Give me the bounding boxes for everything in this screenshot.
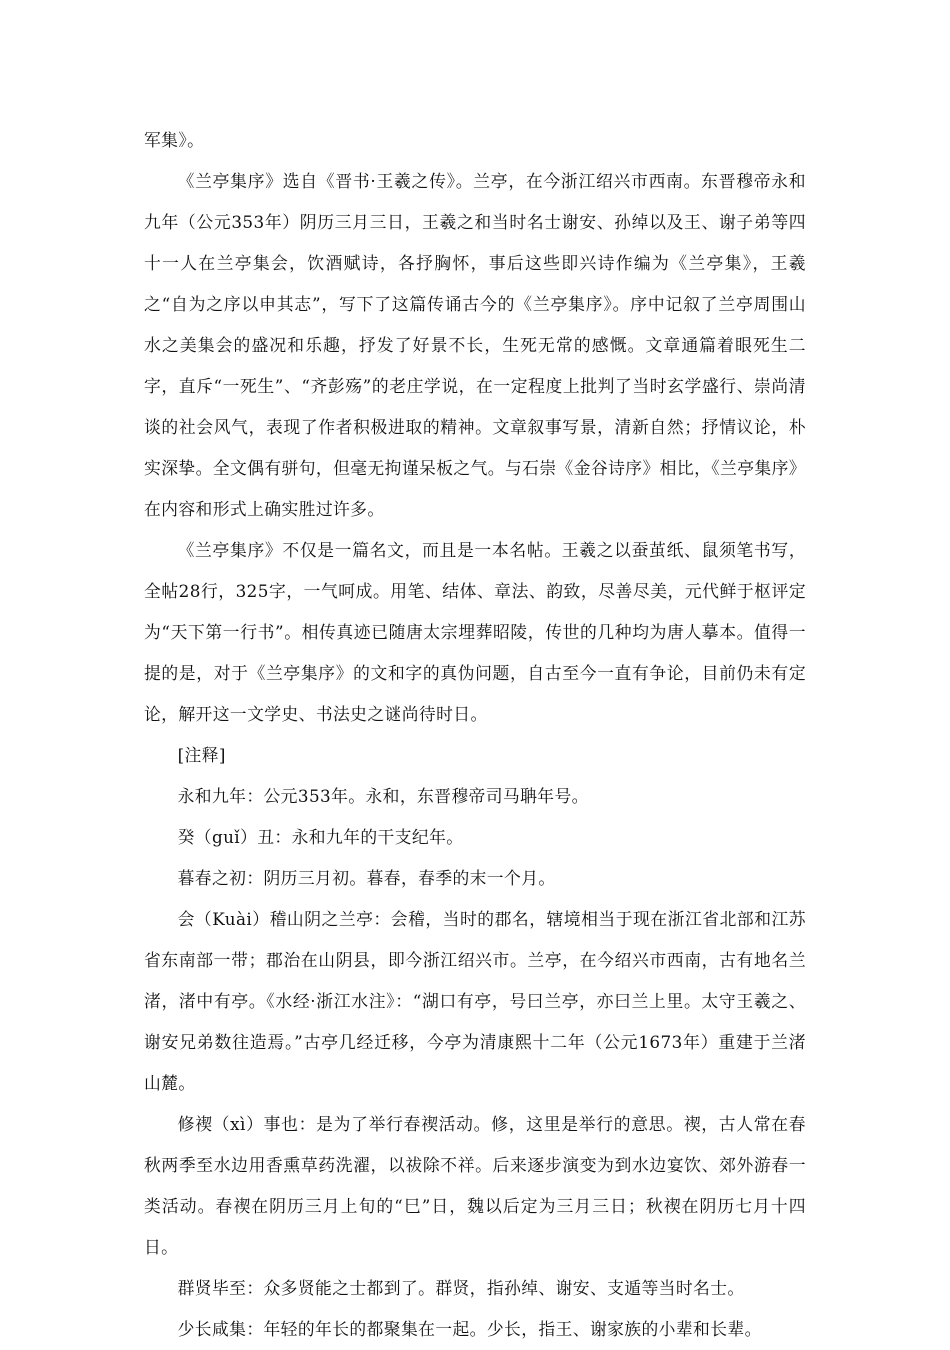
note-item: 少长咸集：年轻的年长的都聚集在一起。少长，指王、谢家族的小辈和长辈。 [177, 1319, 762, 1339]
note-item: 癸（guǐ）丑：永和九年的干支纪年。 [177, 827, 464, 847]
notes-heading: [注释] [177, 745, 226, 765]
paragraph-calligraphy: 《兰亭集序》不仅是一篇名文，而且是一本名帖。王羲之以蚕茧纸、鼠须笔书写，全帖28行，325字，一气呵成。用笔、结体、章法、韵致，尽善尽美，元代鲜于枢评定为“天下第一行书”。相传真迹已随唐太宗埋葬昭陵，传世的几种均为唐人摹本。值得一提的是，对于《兰亭集序》的文和字的真伪问题，自古至今一直有争论，目前仍未有定论，解开这一文学史、书法史之谜尚待时日。 [144, 540, 806, 724]
document-body [144, 120, 806, 1350]
note-item: 群贤毕至：众多贤能之士都到了。群贤，指孙绰、谢安、支遁等当时名士。 [177, 1278, 745, 1298]
note-item: 修禊（xì）事也：是为了举行春禊活动。修，这里是举行的意思。禊，古人常在春秋两季至水边用香熏草药洗濯，以祓除不祥。后来逐步演变为到水边宴饮、郊外游春一类活动。春禊在阴历三月上旬的“巳”日，魏以后定为三月三日；秋禊在阴历七月十四日。 [144, 1114, 806, 1257]
note-item: 暮春之初：阴历三月初。暮春，春季的末一个月。 [177, 868, 556, 888]
paragraph-intro: 《兰亭集序》选自《晋书·王羲之传》。兰亭，在今浙江绍兴市西南。东晋穆帝永和九年（公元353年）阴历三月三日，王羲之和当时名士谢安、孙绰以及王、谢子弟等四十一人在兰亭集会，饮酒赋诗，各抒胸怀，事后这些即兴诗作编为《兰亭集》，王羲之“自为之序以申其志”，写下了这篇传诵古今的《兰亭集序》。序中记叙了兰亭周围山水之美集会的盛况和乐趣，抒发了好景不长，生死无常的感慨。文章通篇着眼死生二字，直斥“一死生”、“齐彭殇”的老庄学说，在一定程度上批判了当时玄学盛行、崇尚清谈的社会风气，表现了作者积极进取的精神。文章叙事写景，清新自然；抒情议论，朴实深挚。全文偶有骈句，但毫无拘谨呆板之气。与石崇《金谷诗序》相比，《兰亭集序》在内容和形式上确实胜过许多。 [144, 171, 806, 519]
note-item: 会（Kuài）稽山阴之兰亭：会稽，当时的郡名，辖境相当于现在浙江省北部和江苏省东南部一带；郡治在山阴县，即今浙江绍兴市。兰亭，在今绍兴市西南，古有地名兰渚，渚中有亭。《水经·浙江水注》：“湖口有亭，号曰兰亭，亦曰兰上里。太守王羲之、谢安兄弟数往造焉。”古亭几经迁移，今亭为清康熙十二年（公元1673年）重建于兰渚山麓。 [144, 909, 806, 1093]
paragraph-continuation: 军集》。 [144, 130, 205, 150]
note-item: 永和九年：公元353年。永和，东晋穆帝司马聃年号。 [177, 786, 589, 806]
